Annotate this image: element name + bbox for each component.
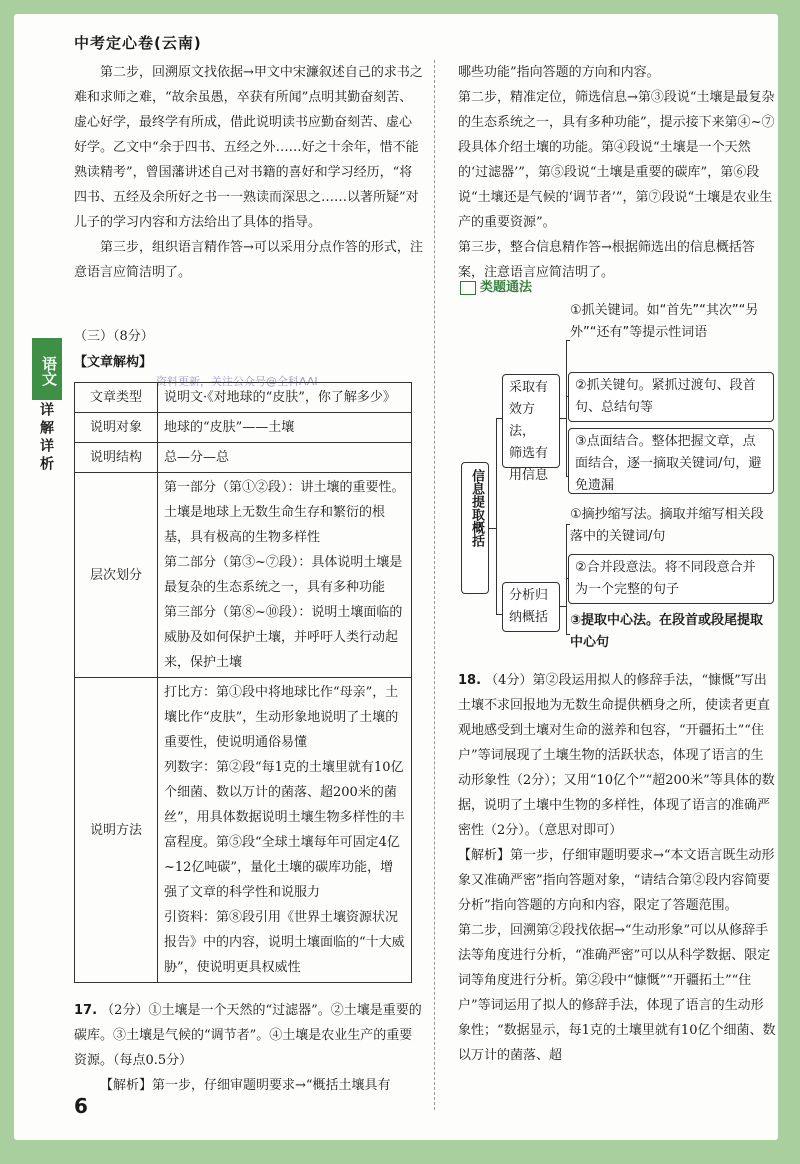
table-value — [158, 678, 412, 983]
section-heading: （三）（8分） — [74, 329, 154, 344]
table-row — [75, 443, 412, 473]
question-17-analysis: 【解析】第一步，仔细审题明要求→“概括土壤具有 — [100, 1078, 391, 1093]
table-row — [75, 678, 412, 983]
mindmap-leaf-excerpt: ①摘抄缩写法。摘取并缩写相关段落中的关键词/句 — [570, 507, 764, 544]
article-structure-table — [74, 382, 412, 983]
mindmap-branch-2: 分析归纳概括 — [502, 582, 560, 632]
question-17-answer: （2分）①土壤是一个天然的“过滤器”。②土壤是重要的碳库。③土壤是气候的“调节者”。④土壤是农业生产的重要资源。（每点0.5分） — [74, 1003, 422, 1068]
branch-1-line-a: 采取有效方法， — [509, 380, 549, 439]
page-number: 6 — [74, 1094, 88, 1118]
question-18-analysis-1: 【解析】第一步，仔细审题明要求→“本文语言既生动形象又准确严密”指向答题对象，“请结合第②段内容简要分析”指向答题的方向和内容，限定了答题范围。 — [458, 848, 775, 913]
right-paragraph-3: 第三步，整合信息精作答→根据筛选出的信息概括答案，注意语言应简洁明了。 — [458, 240, 755, 280]
column-divider — [434, 60, 435, 1110]
watermark: 资料更新，关注公众号@全科AAI — [156, 375, 318, 388]
question-number: 17. — [74, 1003, 98, 1018]
mindmap-connector — [560, 418, 566, 419]
analysis-heading: 【文章解构】 — [74, 355, 153, 370]
mindmap-leaf-combine: ③点面结合。整体把握文章，点面结合，逐一摘取关键词/句，避免遗漏 — [568, 428, 774, 494]
mindmap-leaf-keysentence: ②抓关键句。紧抓过渡句、段首句、总结句等 — [568, 372, 774, 422]
method-item: 打比方：第①段中将地球比作“母亲”，土壤比作“皮肤”，生动形象地说明了土壤的重要性，使说明通俗易懂 — [164, 685, 399, 750]
question-18 — [458, 668, 776, 1068]
question-18-analysis-2: 第二步，回溯第②段找依据→“生动形象”可以从修辞手法等角度进行分析，“准确严密”可以从科学数据、限定词等角度进行分析。第②段中“慷慨”“开疆拓土”“住户”等词运用了拟人的修辞手法，体现了语言的生动形象性；“数据显示，每1克的土壤里就有10亿个细菌、数以万计的菌落、超 — [458, 923, 776, 1063]
mindmap-connector — [566, 524, 567, 634]
table-value: 总—分—总 — [158, 443, 412, 473]
right-column — [458, 60, 776, 285]
question-number: 18. — [458, 673, 482, 688]
table-key: 层次划分 — [75, 473, 158, 678]
mindmap-connector — [496, 418, 497, 614]
table-key: 说明对象 — [75, 413, 158, 443]
question-18-answer: （4分）第②段运用拟人的修辞手法，“慷慨”写出土壤不求回报地为无数生命提供栖身之所，使读者更直观地感受到土壤对生命的滋养和包容，“开疆拓土”“住户”等词展现了土壤生物的活跃状态，体现了语言的生动形象性（2分）；又用“10亿个”“超200米”等具体的数据，说明了土壤中生物的多样性，体现了语言的准确严密性（2分）。（意思对即可） — [458, 673, 775, 838]
table-row — [75, 473, 412, 678]
left-column — [74, 60, 424, 285]
mindmap-connector — [566, 340, 567, 476]
mindmap-branch-1 — [502, 374, 560, 483]
side-label: 详解详析 — [38, 402, 54, 474]
layer-part: 第一部分（第①②段）：讲土壤的重要性。土壤是地球上无数生命生存和繁衍的根基，具有极高的生物多样性 — [164, 480, 405, 545]
layer-part: 第三部分（第⑧~⑩段）：说明土壤面临的威胁及如何保护土壤，并呼吁人类行动起来，保护土壤 — [164, 605, 403, 670]
mindmap-leaf-merge: ②合并段意法。将不同段意合并为一个完整的句子 — [568, 554, 774, 604]
mindmap-connector — [560, 606, 566, 607]
mindmap-leaf-keyword: ①抓关键词。如“首先”“其次”“另外”“还有”等提示性词语 — [570, 303, 759, 340]
branch-1-line-b: 筛选有用信息 — [509, 446, 549, 483]
right-paragraph-1: 哪些功能”指向答题的方向和内容。 — [458, 65, 660, 80]
step3-paragraph: 第三步，组织语言精作答→可以采用分点作答的形式，注意语言应简洁明了。 — [74, 240, 423, 280]
table-row — [75, 413, 412, 443]
step2-paragraph: 第二步，回溯原文找依据→甲文中宋濂叙述自己的求书之难和求师之难，“故余虽愚，卒获有所闻”点明其勤奋刻苦、虚心好学，最终学有所成，借此说明读书应勤奋刻苦、虚心好学。乙文中“余于四书、五经之外……好之十余年，惜不能熟读精考”，曾国藩讲述自己对书籍的喜好和学习经历，“将四书、五经及余所好之书一一熟读而深思之……以著所疑”对儿子的学习内容和方法给出了具体的指导。 — [74, 65, 423, 230]
table-key: 说明结构 — [75, 443, 158, 473]
pencil-note-icon — [460, 281, 476, 295]
table-value — [158, 473, 412, 678]
table-row — [75, 383, 412, 413]
mindmap-root: 信息提取概括 — [461, 462, 489, 594]
method-item: 引资料：第⑧段引用《世界土壤资源状况报告》中的内容，说明土壤面临的“十大威胁”，使说明更具权威性 — [164, 910, 405, 975]
page-header: 中考定心卷(云南) — [74, 34, 202, 52]
table-key: 文章类型 — [75, 383, 158, 413]
table-key: 说明方法 — [75, 678, 158, 983]
layer-part: 第二部分（第③~⑦段）：具体说明土壤是最复杂的生态系统之一，具有多种功能 — [164, 555, 403, 595]
table-value: 地球的“皮肤”——土壤 — [158, 413, 412, 443]
table-value: 说明文·《对地球的“皮肤”，你了解多少》 — [158, 383, 412, 413]
mindmap-leaf-center: ③提取中心法。在段首或段尾提取中心句 — [570, 613, 764, 650]
question-17 — [74, 998, 424, 1098]
method-heading-text: 类题通法 — [480, 280, 533, 295]
right-paragraph-2: 第二步，精准定位，筛选信息→第③段说“土壤是最复杂的生态系统之一，具有多种功能”，提示接下来第④~⑦段具体介绍土壤的功能。第④段说“土壤是一个天然的‘过滤器’”，第⑤段说“土壤是重要的碳库”，第⑥段说“土壤还是气候的‘调节者’”，第⑦段说“土壤是农业生产的重要资源”。 — [458, 90, 775, 230]
method-heading — [460, 276, 532, 295]
subject-tab: 语文 — [32, 338, 62, 400]
method-item: 列数字：第②段“每1克的土壤里就有10亿个细菌、数以万计的菌落、超200米的菌丝”，用具体数据说明土壤生物多样性的丰富程度。第⑤段“全球土壤每年可固定4亿~12亿吨碳”，量化土壤的碳库功能，增强了文章的科学性和说服力 — [164, 760, 405, 900]
